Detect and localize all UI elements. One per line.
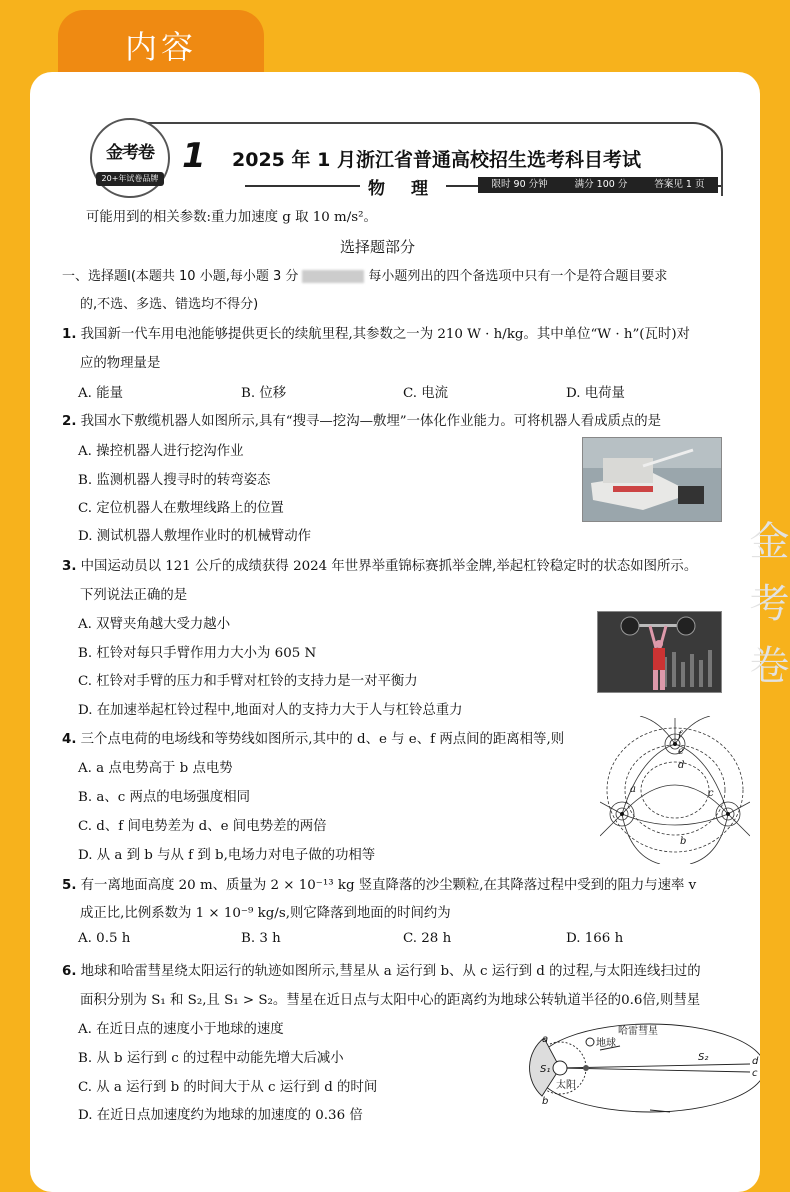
q2-option-a[interactable]: A. 操控机器人进行挖沟作业 — [78, 444, 244, 459]
q1-stem-1: 我国新一代车用电池能够提供更长的续航里程,其参数之一为 210 W · h/kg。其中单位“W · h”(瓦时)对 — [80, 327, 690, 342]
label-orbit-b: b — [542, 1096, 549, 1107]
q1-option-d[interactable]: D. 电荷量 — [566, 386, 625, 401]
question-2-line1 — [62, 410, 661, 429]
full-score: 满分 100 分 — [574, 179, 628, 190]
exam-meta — [478, 177, 718, 193]
brand-badge — [90, 118, 170, 198]
q6-option-a[interactable]: A. 在近日点的速度小于地球的速度 — [78, 1022, 284, 1037]
q4-option-d[interactable]: D. 从 a 到 b 与从 f 到 b,电场力对电子做的功相等 — [78, 848, 376, 863]
q5-option-d[interactable]: D. 166 h — [566, 931, 624, 946]
question-6-line2: 面积分别为 S₁ 和 S₂,且 S₁ > S₂。彗星在近日点与太阳中心的距离约为地球公转轨道半径的0.6倍,则彗星 — [80, 993, 701, 1008]
q6-option-b[interactable]: B. 从 b 运行到 c 的过程中动能先增大后减小 — [78, 1051, 344, 1066]
question-6-line1 — [62, 960, 701, 979]
q2-number: 2. — [62, 414, 77, 429]
q3-option-b[interactable]: B. 杠铃对每只手臂作用力大小为 605 N — [78, 646, 317, 661]
q4-option-a[interactable]: A. a 点电势高于 b 点电势 — [78, 761, 233, 776]
question-5-line1 — [62, 874, 696, 893]
q1-number: 1. — [62, 327, 77, 342]
label-orbit-c: c — [752, 1068, 758, 1079]
label-d: d — [678, 760, 685, 771]
q5-number: 5. — [62, 878, 77, 893]
redacted-text — [302, 270, 364, 283]
watermark: 金考卷 — [743, 520, 789, 706]
label-earth: 地球 — [596, 1038, 616, 1049]
q3-option-c[interactable]: C. 杠铃对手臂的压力和手臂对杠铃的支持力是一对平衡力 — [78, 674, 418, 689]
weightlifter-photo-art — [598, 612, 721, 692]
q2-stem-1: 我国水下敷缆机器人如图所示,具有“搜寻—挖沟—敷埋”一体化作业能力。可将机器人看成质点的是 — [80, 414, 662, 429]
badge-tag: 20+年试卷品牌 — [96, 172, 164, 186]
label-a: a — [630, 784, 636, 795]
time-limit: 限时 90 分钟 — [491, 179, 548, 190]
q1-option-b[interactable]: B. 位移 — [241, 386, 287, 401]
q3-option-a[interactable]: A. 双臂夹角越大受力越小 — [78, 617, 231, 632]
q2-option-b[interactable]: B. 监测机器人搜寻时的转弯姿态 — [78, 473, 271, 488]
intro-params: 可能用到的相关参数:重力加速度 g 取 10 m/s²。 — [86, 210, 377, 225]
label-b: b — [680, 836, 687, 847]
comet-orbit-diagram — [520, 1010, 760, 1115]
q5-option-a[interactable]: A. 0.5 h — [78, 931, 131, 946]
q4-stem-1: 三个点电荷的电场线和等势线如图所示,其中的 d、e 与 e、f 两点间的距离相等,则 — [80, 732, 565, 747]
q6-number: 6. — [62, 964, 77, 979]
q6-stem-1: 地球和哈雷彗星绕太阳运行的轨迹如图所示,彗星从 a 运行到 b、从 c 运行到 d 的过程,与太阳连线扫过的 — [80, 964, 701, 979]
q3-option-d[interactable]: D. 在加速举起杠铃过程中,地面对人的支持力大于人与杠铃总重力 — [78, 703, 463, 718]
section-title: 选择题部分 — [340, 238, 416, 256]
weightlifter-photo — [597, 611, 722, 693]
label-s2: S₂ — [698, 1052, 709, 1063]
q3-stem-1: 中国运动员以 121 公斤的成绩获得 2024 年世界举重锦标赛抓举金牌,举起杠铃稳定时的状态如图所示。 — [80, 559, 698, 574]
label-c: c — [708, 788, 714, 799]
q4-option-b[interactable]: B. a、c 两点的电场强度相同 — [78, 790, 250, 805]
tab-title: 内容 — [124, 28, 197, 66]
q1-option-a[interactable]: A. 能量 — [78, 386, 123, 401]
q6-option-d[interactable]: D. 在近日点加速度约为地球的加速度的 0.36 倍 — [78, 1108, 363, 1123]
robot-photo-art — [583, 438, 721, 521]
question-4-line1 — [62, 728, 564, 747]
q4-number: 4. — [62, 732, 77, 747]
part1-b: 每小题列出的四个备选项中只有一个是符合题目要求 — [368, 269, 668, 284]
label-e: e — [678, 746, 684, 757]
exam-title: 2025 年 1 月浙江省普通高校招生选考科目考试 — [232, 149, 641, 171]
q3-number: 3. — [62, 559, 77, 574]
badge-logo: 金考卷 — [106, 143, 154, 163]
q6-option-c[interactable]: C. 从 a 运行到 b 的时间大于从 c 运行到 d 的时间 — [78, 1080, 378, 1095]
label-f: f — [678, 730, 682, 741]
q4-option-c[interactable]: C. d、f 间电势差为 d、e 间电势差的两倍 — [78, 819, 327, 834]
label-comet: 哈雷彗星 — [618, 1026, 658, 1037]
q2-option-d[interactable]: D. 测试机器人敷埋作业时的机械臂动作 — [78, 529, 312, 544]
question-3-line1 — [62, 555, 697, 574]
question-5-line2: 成正比,比例系数为 1 × 10⁻⁹ kg/s,则它降落到地面的时间约为 — [80, 906, 451, 921]
part1-a: 一、选择题Ⅰ(本题共 10 小题,每小题 3 分 — [62, 269, 299, 284]
q5-option-c[interactable]: C. 28 h — [403, 931, 452, 946]
question-3-line2: 下列说法正确的是 — [80, 588, 188, 603]
robot-photo — [582, 437, 722, 522]
answer-ref: 答案见 1 页 — [654, 179, 705, 190]
question-1-line2: 应的物理量是 — [80, 356, 161, 371]
q1-option-c[interactable]: C. 电流 — [403, 386, 449, 401]
q2-option-c[interactable]: C. 定位机器人在敷埋线路上的位置 — [78, 501, 284, 516]
label-orbit-d: d — [752, 1056, 759, 1067]
subject-label: 物 理 — [360, 174, 446, 199]
part1-instruction-line1 — [62, 265, 667, 284]
electric-field-diagram — [600, 716, 750, 864]
q5-stem-1: 有一离地面高度 20 m、质量为 2 × 10⁻¹³ kg 竖直降落的沙尘颗粒,在其降落过程中受到的阻力与速率 v — [80, 878, 697, 893]
question-1-line1 — [62, 323, 690, 342]
label-orbit-a: a — [542, 1034, 549, 1045]
exam-number: 1 — [182, 136, 206, 176]
part1-instruction-line2: 的,不选、多选、错选均不得分) — [80, 297, 259, 312]
label-sun: 太阳 — [556, 1080, 576, 1091]
label-s1: S₁ — [540, 1064, 551, 1075]
q5-option-b[interactable]: B. 3 h — [241, 931, 281, 946]
